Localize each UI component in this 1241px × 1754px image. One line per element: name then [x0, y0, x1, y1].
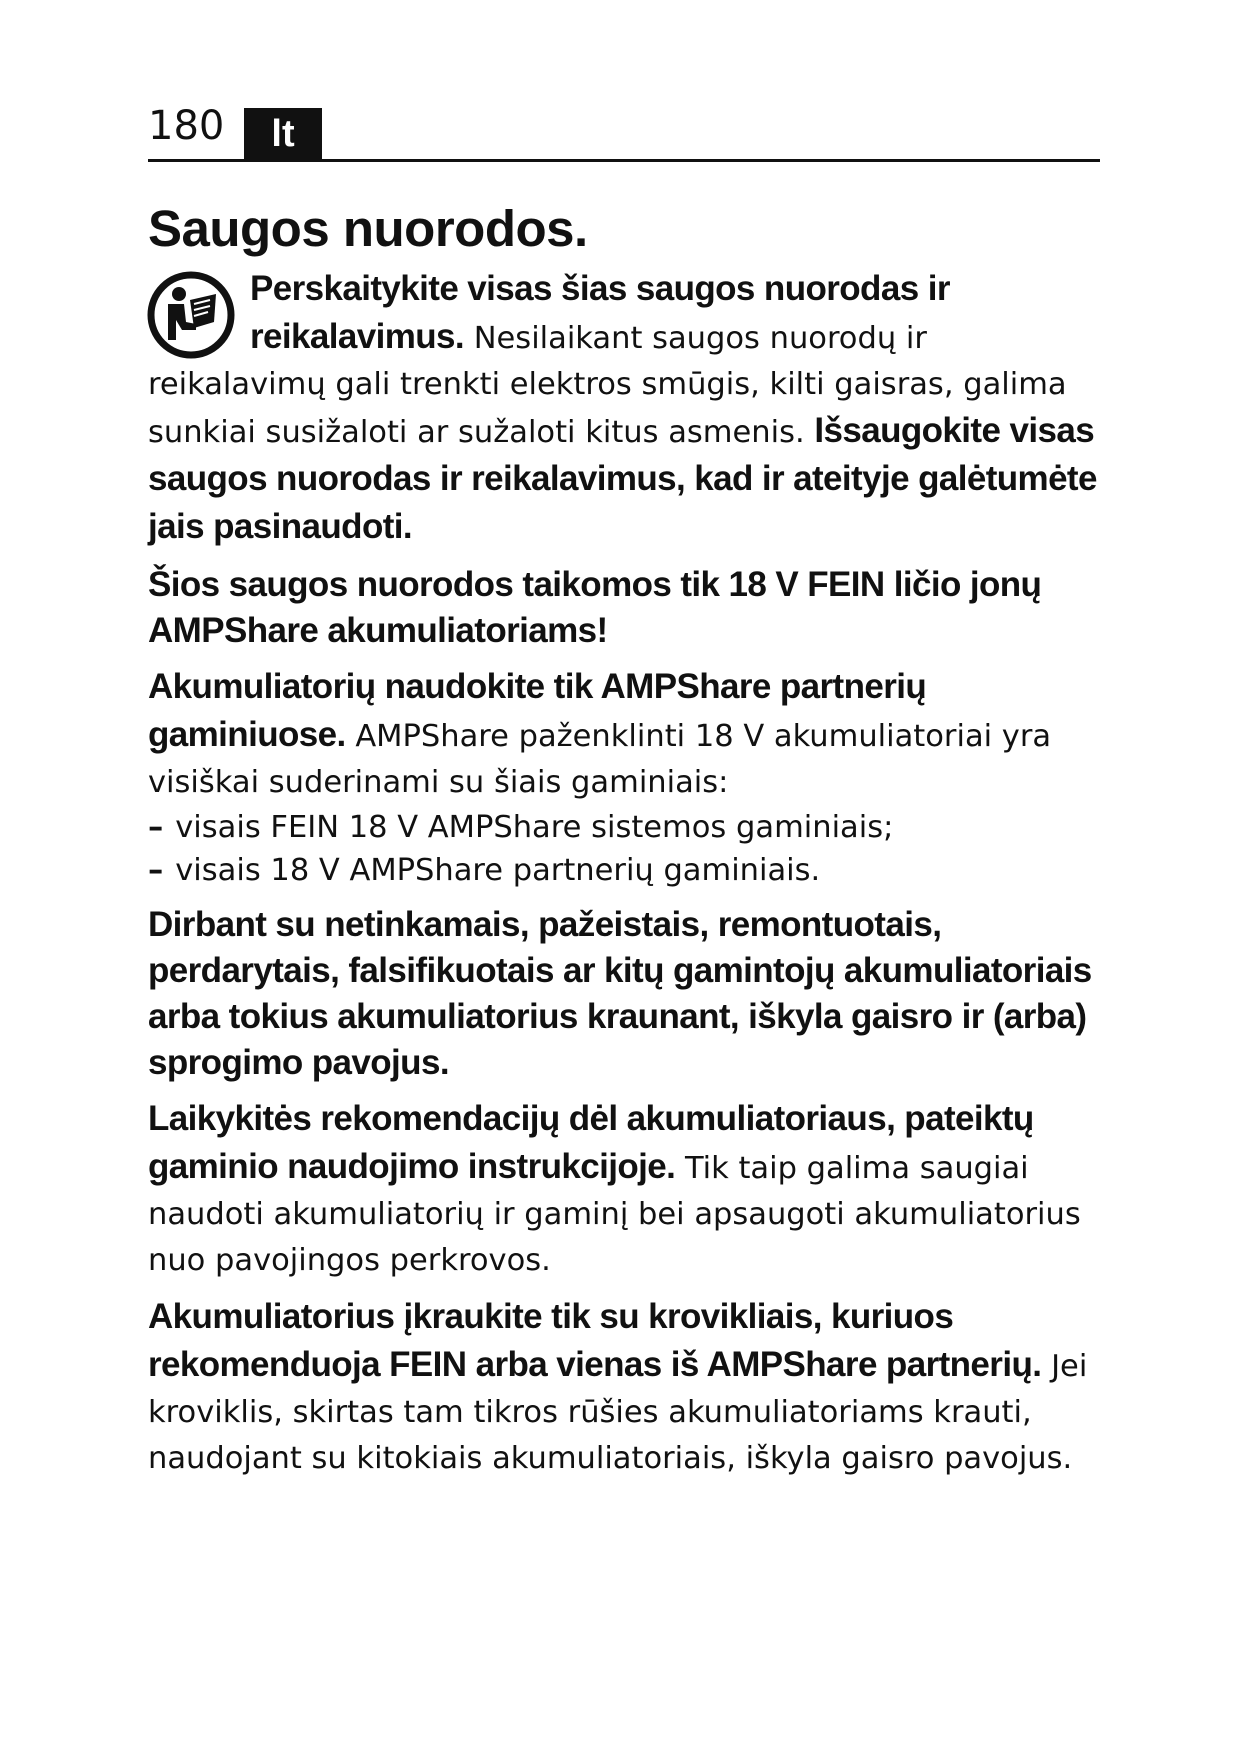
read-instructions-heading: Perskaitykite visas šias saugos nuorodas ir reikalavimus. [250, 269, 950, 356]
follow-recommendations-heading: Laikykitės rekomendacijų dėl akumuliatoriaus, pateiktų gaminio naudojimo instrukcijoje. [148, 1099, 1034, 1186]
follow-recommendations-text: Tik taip galima saugiai naudoti akumuliatorių ir gaminį bei apsaugoti akumuliatorius nuo pavojingos perkrovos. [148, 1151, 1081, 1278]
language-badge: lt [244, 108, 322, 160]
charging-heading: Akumuliatorius įkraukite tik su krovikliais, kuriuos rekomenduoja FEIN arba vienas iš AMPShare partnerių. [148, 1297, 1042, 1384]
header-rule [148, 159, 1100, 162]
charging-text: Jei kroviklis, skirtas tam tikros rūšies akumuliatoriams krauti, naudojant su kitokiais akumuliatoriais, iškyla gaisro pavojus. [148, 1349, 1088, 1476]
read-instructions-text: Nesilaikant saugos nuorodų ir reikalavimų gali trenkti elektros smūgis, kilti gaisras, galima sunkiai susižaloti ar sužaloti kitus asmenis. [148, 321, 1067, 450]
page-number: 180 [148, 103, 225, 149]
paragraph-use-partner-products [148, 664, 1100, 806]
paragraph-applies-to: Šios saugos nuorodos taikomos tik 18 V FEIN ličio jonų AMPShare akumuliatoriams! [148, 565, 1042, 650]
paragraph-charging [148, 1294, 1100, 1482]
paragraph-follow-recommendations [148, 1096, 1100, 1284]
paragraph-read-instructions [148, 266, 1100, 552]
list-item: – visais 18 V AMPShare partnerių gaminiais. [148, 849, 1100, 892]
use-partner-products-text: AMPShare paženklinti 18 V akumuliatoriai yra visiškai suderinami su šiais gaminiais: [148, 719, 1052, 800]
page-content [148, 198, 1100, 1492]
keep-instructions-text: Išsaugokite visas saugos nuorodas ir reikalavimus, kad ir ateityje galėtumėte jais pasinaudoti. [148, 411, 1097, 546]
page-header [148, 100, 1100, 162]
read-manual-icon [146, 270, 236, 360]
page-title: Saugos nuorodos. [148, 200, 588, 257]
paragraph-fire-hazard: Dirbant su netinkamais, pažeistais, remontuotais, perdarytais, falsifikuotais ar kitų gamintojų akumuliatoriais arba tokius akumuliatorius kraunant, iškyla gaisro ir (arba) sprogimo pavojus. [148, 905, 1092, 1082]
compatible-products-list [148, 806, 1100, 892]
list-item: – visais FEIN 18 V AMPShare sistemos gaminiais; [148, 806, 1100, 849]
use-partner-products-heading: Akumuliatorių naudokite tik AMPShare partnerių gaminiuose. [148, 667, 927, 754]
